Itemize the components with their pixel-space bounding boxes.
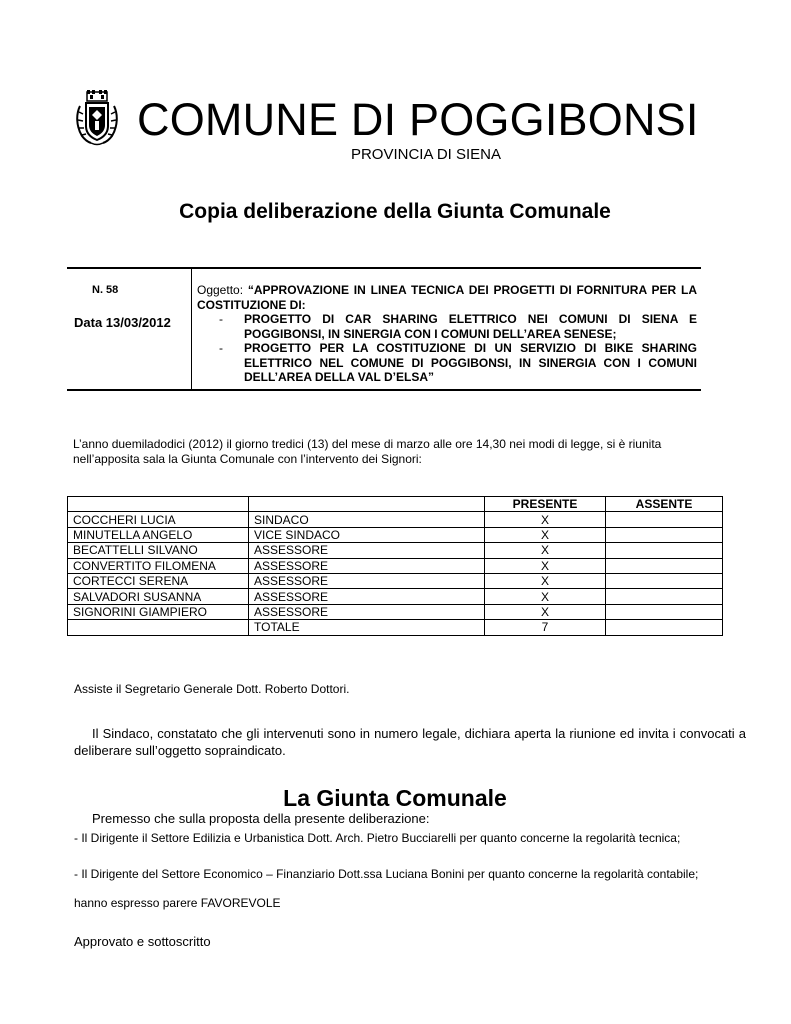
total-presente: 7 — [485, 620, 606, 635]
member-assente — [606, 512, 723, 527]
municipality-title: COMUNE DI POGGIBONSI — [137, 94, 699, 145]
table-total-row — [68, 620, 723, 635]
mayor-paragraph: Il Sindaco, constatato che gli intervenuti sono in numero legale, dichiara aperta la riunione ed invita i convocati a deliberare sull’oggetto sopraindicato. — [74, 726, 746, 758]
member-presente: X — [485, 573, 606, 588]
document-title: Copia deliberazione della Giunta Comunale — [179, 200, 611, 223]
approved-line: Approvato e sottoscritto — [74, 934, 211, 949]
member-assente — [606, 543, 723, 558]
member-name: CORTECCI SERENA — [68, 573, 249, 588]
member-role: ASSESSORE — [249, 589, 485, 604]
deliberation-date: Data 13/03/2012 — [74, 315, 171, 330]
member-role: ASSESSORE — [249, 558, 485, 573]
table-row — [68, 589, 723, 604]
member-name: COCCHERI LUCIA — [68, 512, 249, 527]
record-top-rule — [67, 267, 701, 269]
subject-item — [197, 312, 697, 341]
list-dash: - — [219, 341, 223, 355]
record-bottom-rule — [67, 389, 701, 391]
table-row — [68, 558, 723, 573]
member-assente — [606, 558, 723, 573]
member-assente — [606, 573, 723, 588]
table-row — [68, 527, 723, 542]
subject-item-text: PROGETTO PER LA COSTITUZIONE DI UN SERVIZIO DI BIKE SHARING ELETTRICO NEL COMUNE DI POGGIBONSI, IN SINERGIA CON I COMUNI DELL’AREA DELLA VAL D’ELSA” — [244, 341, 697, 384]
attendance-table — [67, 496, 723, 636]
member-role: ASSESSORE — [249, 543, 485, 558]
premesso-line: Premesso che sulla proposta della presente deliberazione: — [92, 811, 430, 826]
table-row — [68, 512, 723, 527]
member-presente: X — [485, 558, 606, 573]
subject-item-text: PROGETTO DI CAR SHARING ELETTRICO NEI COMUNI DI SIENA E POGGIBONSI, IN SINERGIA CON I COMUNI DELL’AREA SENESE; — [244, 312, 697, 341]
member-name: BECATTELLI SILVANO — [68, 543, 249, 558]
member-presente: X — [485, 512, 606, 527]
province-subtitle: PROVINCIA DI SIENA — [350, 146, 502, 163]
coat-of-arms-icon — [76, 90, 118, 146]
table-row — [68, 543, 723, 558]
subject-item — [197, 341, 697, 385]
table-header-row — [68, 497, 723, 512]
member-presente: X — [485, 527, 606, 542]
list-dash: - — [219, 312, 223, 326]
subject-items — [197, 312, 697, 385]
member-assente — [606, 589, 723, 604]
secretary-line: Assiste il Segretario Generale Dott. Roberto Dottori. — [74, 682, 350, 696]
director-technical: - Il Dirigente il Settore Edilizia e Urbanistica Dott. Arch. Pietro Bucciarelli per quanto concerne la regolarità tecnica; — [74, 831, 681, 845]
total-name — [68, 620, 249, 635]
director-financial: - Il Dirigente del Settore Economico – Finanziario Dott.ssa Luciana Bonini per quanto concerne la regolarità contabile; — [74, 867, 699, 881]
subject-main — [197, 283, 697, 312]
member-assente — [606, 527, 723, 542]
header-assente: ASSENTE — [606, 497, 723, 512]
member-name: CONVERTITO FILOMENA — [68, 558, 249, 573]
member-presente: X — [485, 543, 606, 558]
table-row — [68, 604, 723, 619]
subject-block — [197, 283, 697, 385]
member-role: ASSESSORE — [249, 604, 485, 619]
member-presente: X — [485, 589, 606, 604]
favorable-opinion: hanno espresso parere FAVOREVOLE — [74, 896, 281, 910]
member-role: SINDACO — [249, 512, 485, 527]
total-label: TOTALE — [249, 620, 485, 635]
deliberation-number: N. 58 — [92, 284, 119, 296]
table-row — [68, 573, 723, 588]
member-name: MINUTELLA ANGELO — [68, 527, 249, 542]
member-name: SALVADORI SUSANNA — [68, 589, 249, 604]
subject-title: “APPROVAZIONE IN LINEA TECNICA DEI PROGETTI DI FORNITURA PER LA COSTITUZIONE DI: — [197, 283, 697, 312]
member-name: SIGNORINI GIAMPIERO — [68, 604, 249, 619]
member-presente: X — [485, 604, 606, 619]
record-divider — [191, 269, 192, 389]
member-assente — [606, 604, 723, 619]
member-role: ASSESSORE — [249, 573, 485, 588]
header-name — [68, 497, 249, 512]
intro-paragraph: L’anno duemiladodici (2012) il giorno tredici (13) del mese di marzo alle ore 14,30 nei modi di legge, si è riunita nell’apposita sala la Giunta Comunale con l’intervento dei Signori: — [73, 437, 662, 466]
subject-label: Oggetto: — [197, 283, 244, 297]
header-presente: PRESENTE — [485, 497, 606, 512]
header-role — [249, 497, 485, 512]
member-role: VICE SINDACO — [249, 527, 485, 542]
total-assente — [606, 620, 723, 635]
giunta-heading: La Giunta Comunale — [283, 785, 507, 811]
